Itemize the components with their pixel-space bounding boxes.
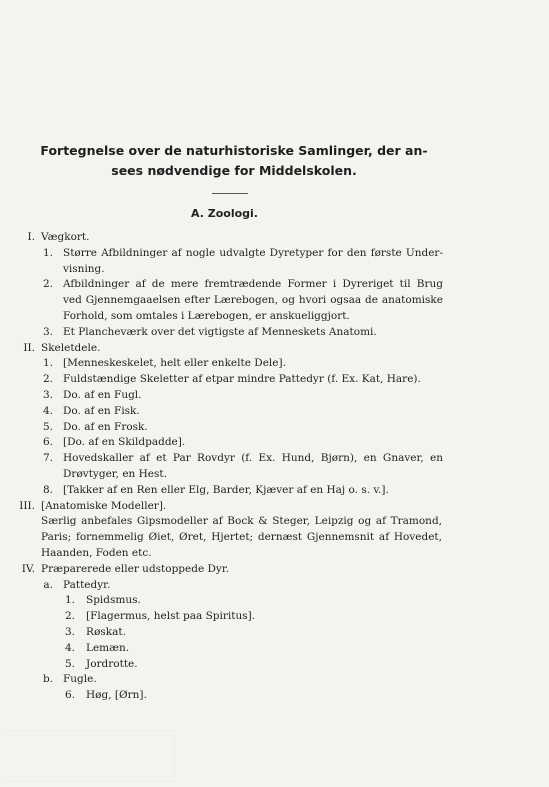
list-item: Særlig anbefales Gipsmodeller af Bock & Steger, Leipzig og af Tramond, [41, 515, 442, 528]
title-line-1: Fortegnelse over de naturhistoriske Samlinger, der an- [40, 143, 428, 158]
list-item: 8. [Takker af en Ren eller Elg, Barder, Kjæver af en Haj o. s. v.]. [42, 483, 389, 496]
list-item: 4. Do. af en Fisk. [42, 404, 140, 417]
list-item: 1. [Menneskeskelet, helt eller enkelte Dele]. [42, 357, 286, 370]
list-item: visning. [63, 262, 105, 275]
list-item: 6. Høg, [Ørn]. [64, 689, 147, 702]
section-heading: A. Zoologi. [191, 207, 258, 220]
list-item: III. [Anatomiske Modeller]. [19, 499, 167, 512]
list-item: I. Vægkort. [27, 231, 90, 243]
list-item: Paris; fornemmelig Øiet, Øret, Hjertet; dernæst Gjennemsnit af Hovedet, [41, 531, 442, 544]
list-item: b. Fugle. [42, 673, 97, 686]
list-item: Forhold, som omtales i Lærebogen, er anskueliggjort. [63, 309, 350, 322]
title-divider [212, 193, 248, 194]
list-item: IV. Præparerede eller udstoppede Dyr. [21, 562, 230, 575]
list-item: 1. Større Afbildninger af nogle udvalgte Dyretyper for den første Under- [42, 246, 443, 259]
page-title [22, 141, 446, 181]
list-item: 5. Do. af en Frosk. [42, 420, 148, 433]
list-item: 1. Spidsmus. [64, 594, 141, 607]
list-item: 2. Afbildninger af de mere fremtrædende Former i Dyreriget til Brug [42, 278, 443, 291]
list-item: Haanden, Foden etc. [41, 546, 152, 559]
list-item: 3. Røskat. [64, 625, 126, 638]
list-item: II. Skeletdele. [23, 341, 101, 354]
document-body [0, 230, 549, 704]
list-item: a. Pattedyr. [43, 578, 111, 591]
list-item: 4. Lemæn. [64, 641, 130, 654]
list-item: 6. [Do. af en Skildpadde]. [42, 436, 186, 449]
page-stain [4, 730, 175, 782]
list-item: 2. [Flagermus, helst paa Spiritus]. [64, 610, 256, 623]
list-item: ved Gjennemgaaelsen efter Lærebogen, og hvori ogsaa de anatomiske [63, 294, 443, 307]
list-item: 7. Hovedskaller af et Par Rovdyr (f. Ex. Hund, Bjørn), en Gnaver, en [42, 452, 443, 465]
title-line-2: sees nødvendige for Middelskolen. [111, 163, 357, 178]
list-item: 5. Jordrotte. [64, 657, 138, 670]
list-item: 2. Fuldstændige Skeletter af etpar mindre Pattedyr (f. Ex. Kat, Hare). [42, 373, 421, 386]
list-item: 3. Et Plancheværk over det vigtigste af Menneskets Anatomi. [42, 325, 377, 338]
list-item: Drøvtyger, en Hest. [63, 467, 167, 480]
list-item: 3. Do. af en Fugl. [42, 388, 142, 401]
